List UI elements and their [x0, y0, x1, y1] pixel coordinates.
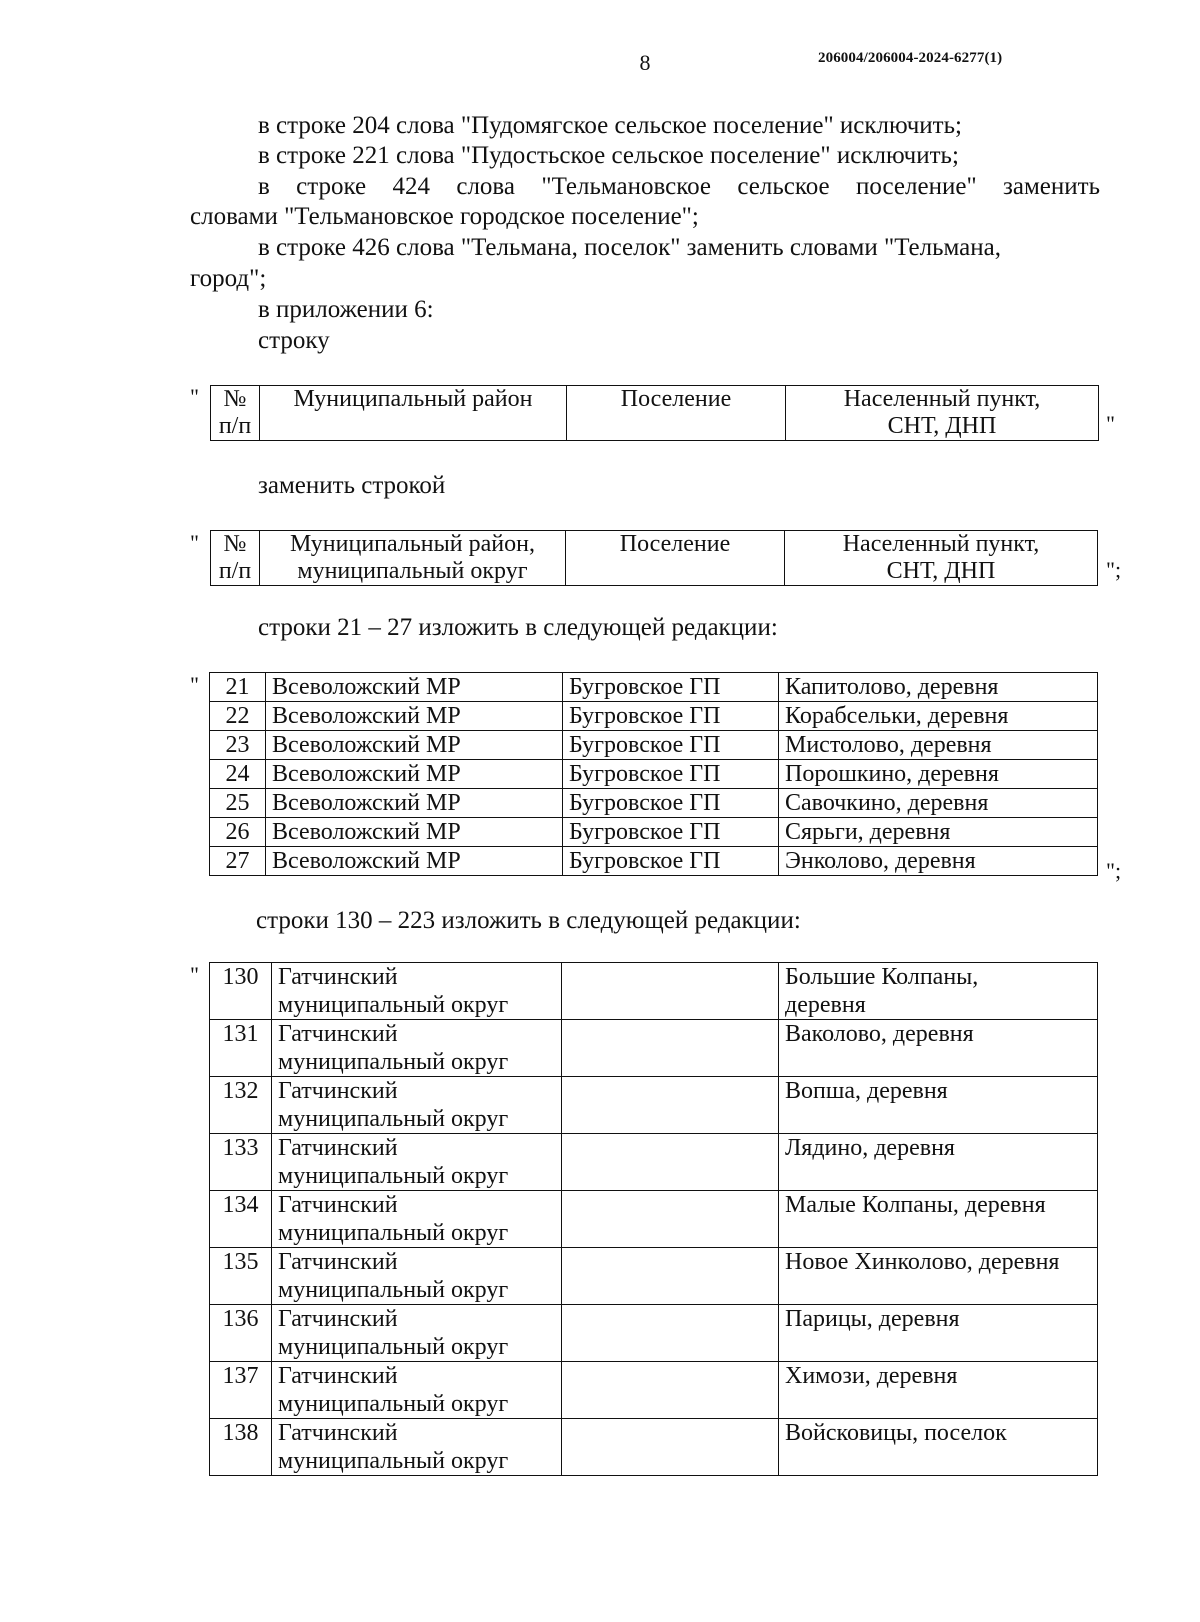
table-cell-settlement [562, 1419, 779, 1476]
table-cell-locality [779, 963, 1098, 1020]
paragraph: в строке 426 слова "Тельмана, поселок" заменить словами "Тельмана, [258, 234, 1001, 261]
table-cell-locality: Капитолово, деревня [779, 673, 1098, 702]
table-cell-locality [779, 1020, 1098, 1077]
table-cell-locality [779, 1248, 1098, 1305]
cell-text: Химози, деревня [785, 1363, 958, 1389]
cell-text: Гатчинский [278, 1078, 398, 1104]
document-id: 206004/206004-2024-6277(1) [818, 50, 1003, 66]
table-cell-num: 137 [210, 1362, 272, 1419]
table-cell-district [272, 1248, 562, 1305]
table-cell-locality [779, 1134, 1098, 1191]
table-cell-district: Всеволожский МР [266, 818, 563, 847]
table-cell-locality: Порошкино, деревня [779, 760, 1098, 789]
paragraph: заменить строкой [258, 472, 446, 499]
cell-text: муниципальный округ [278, 1448, 509, 1474]
table-row [210, 1191, 1098, 1248]
table-cell-num: 134 [210, 1191, 272, 1248]
table-cell-district [272, 1134, 562, 1191]
cell-text: муниципальный округ [278, 1334, 509, 1360]
table-cell-district [272, 1305, 562, 1362]
table-cell-locality [779, 1419, 1098, 1476]
table-cell: Муниципальный район [260, 386, 567, 441]
table-row [210, 1134, 1098, 1191]
cell-text: Ваколово, деревня [785, 1021, 974, 1047]
table-cell-district: Всеволожский МР [266, 702, 563, 731]
open-quote: " [190, 384, 199, 409]
table-cell [211, 386, 260, 441]
table-row [210, 1077, 1098, 1134]
table-cell-district: Всеволожский МР [266, 760, 563, 789]
table-row [210, 963, 1098, 1020]
table-row [210, 1248, 1098, 1305]
table-row [210, 847, 1098, 876]
paragraph: в строке 424 слова "Тельмановское сельское поселение" заменить [258, 173, 1100, 200]
table-row [211, 386, 1099, 441]
table-cell-settlement: Бугровское ГП [563, 673, 779, 702]
paragraph: строки 130 – 223 изложить в следующей редакции: [256, 907, 801, 934]
table-cell-settlement [562, 1362, 779, 1419]
close-quote-semicolon: "; [1106, 858, 1122, 883]
table-cell-num: 136 [210, 1305, 272, 1362]
table-cell-num: 133 [210, 1134, 272, 1191]
table-row [210, 673, 1098, 702]
table-cell-district: Всеволожский МР [266, 847, 563, 876]
cell-text: муниципальный округ [278, 1049, 509, 1075]
cell-text: Большие Колпаны, [785, 964, 979, 990]
table-cell-num: 25 [210, 789, 266, 818]
old-header-table [210, 385, 1099, 441]
table-row [210, 1305, 1098, 1362]
cell-text: Гатчинский [278, 1420, 398, 1446]
table-cell [211, 531, 260, 586]
table-cell-district: Всеволожский МР [266, 731, 563, 760]
cell-text: Парицы, деревня [785, 1306, 960, 1332]
close-quote-semicolon: "; [1106, 557, 1122, 582]
cell-text: муниципальный округ [278, 1106, 509, 1132]
table-cell-settlement: Бугровское ГП [563, 847, 779, 876]
cell-text: муниципальный округ [278, 1220, 509, 1246]
paragraph: строки 21 – 27 изложить в следующей редакции: [258, 614, 778, 641]
table-cell-num: 138 [210, 1419, 272, 1476]
table-row [210, 1362, 1098, 1419]
cell-text: Гатчинский [278, 1249, 398, 1275]
table-cell-locality [779, 1077, 1098, 1134]
open-quote: " [190, 962, 199, 987]
cell-text: Гатчинский [278, 1135, 398, 1161]
table-cell-settlement [562, 1134, 779, 1191]
page-number: 8 [639, 50, 651, 75]
cell-text: Гатчинский [278, 964, 398, 990]
cell-text: Войсковицы, поселок [785, 1420, 1007, 1446]
cell-text: СНТ, ДНП [887, 413, 997, 439]
table-cell: Поселение [567, 386, 786, 441]
table-row [210, 731, 1098, 760]
table-cell-district [272, 1191, 562, 1248]
rows-21-27-table [209, 672, 1098, 876]
paragraph: строку [258, 327, 330, 354]
table-cell-num: 26 [210, 818, 266, 847]
table-cell-locality: Энколово, деревня [779, 847, 1098, 876]
cell-text: муниципальный округ [297, 558, 528, 584]
table-cell-locality [779, 1362, 1098, 1419]
table-row [210, 1419, 1098, 1476]
table-cell-district [272, 963, 562, 1020]
cell-text: Населенный пункт, [843, 386, 1041, 412]
open-quote: " [190, 530, 199, 555]
table-cell-locality: Сярьги, деревня [779, 818, 1098, 847]
cell-text: № [223, 386, 247, 412]
cell-text: Гатчинский [278, 1192, 398, 1218]
table-row [211, 531, 1098, 586]
table-row [210, 789, 1098, 818]
table-cell-locality [779, 1305, 1098, 1362]
cell-text: СНТ, ДНП [886, 558, 996, 584]
cell-text: Лядино, деревня [785, 1135, 955, 1161]
table-cell-district: Всеволожский МР [266, 789, 563, 818]
table-cell-settlement: Бугровское ГП [563, 818, 779, 847]
paragraph: словами "Тельмановское городское поселение"; [190, 203, 699, 230]
table-cell-num: 27 [210, 847, 266, 876]
cell-text: Гатчинский [278, 1306, 398, 1332]
rows-130-138-table [209, 962, 1098, 1476]
table-cell-locality [779, 1191, 1098, 1248]
cell-text: муниципальный округ [278, 1163, 509, 1189]
table-cell-num: 24 [210, 760, 266, 789]
cell-text: Населенный пункт, [842, 531, 1040, 557]
table-cell-num: 132 [210, 1077, 272, 1134]
table-cell-settlement [562, 1248, 779, 1305]
cell-text: п/п [218, 558, 252, 584]
cell-text: деревня [785, 992, 866, 1018]
table-cell-num: 130 [210, 963, 272, 1020]
table-cell-settlement [562, 1191, 779, 1248]
table-cell-num: 131 [210, 1020, 272, 1077]
cell-text: Муниципальный район, [290, 531, 535, 557]
table-cell-settlement [562, 1020, 779, 1077]
table-cell-district [272, 1419, 562, 1476]
cell-text: Гатчинский [278, 1021, 398, 1047]
table-cell-settlement: Бугровское ГП [563, 702, 779, 731]
cell-text: Малые Колпаны, деревня [785, 1192, 1046, 1218]
cell-text: муниципальный округ [278, 1277, 509, 1303]
table-cell-num: 135 [210, 1248, 272, 1305]
table-cell-locality: Корабсельки, деревня [779, 702, 1098, 731]
table-cell-locality: Мистолово, деревня [779, 731, 1098, 760]
table-cell-settlement: Бугровское ГП [563, 731, 779, 760]
paragraph: город"; [190, 265, 267, 292]
table-cell-settlement [562, 1305, 779, 1362]
table-row [210, 1020, 1098, 1077]
cell-text: № [223, 531, 247, 557]
table-cell-num: 21 [210, 673, 266, 702]
table-cell-settlement [562, 963, 779, 1020]
cell-text: муниципальный округ [278, 992, 509, 1018]
table-cell-settlement: Бугровское ГП [563, 789, 779, 818]
table-cell-num: 22 [210, 702, 266, 731]
table-row [210, 702, 1098, 731]
new-header-table [210, 530, 1098, 586]
paragraph: в приложении 6: [258, 296, 434, 323]
paragraph: в строке 221 слова "Пудостьское сельское поселение" исключить; [258, 142, 959, 169]
cell-text: п/п [218, 413, 252, 439]
table-row [210, 818, 1098, 847]
table-row [210, 760, 1098, 789]
cell-text: муниципальный округ [278, 1391, 509, 1417]
table-cell-district [272, 1020, 562, 1077]
close-quote: " [1106, 411, 1115, 436]
table-cell [786, 386, 1099, 441]
table-cell [785, 531, 1098, 586]
table-cell-district: Всеволожский МР [266, 673, 563, 702]
table-cell-district [272, 1362, 562, 1419]
table-cell: Поселение [566, 531, 785, 586]
table-cell-settlement [562, 1077, 779, 1134]
table-cell [260, 531, 566, 586]
paragraph: в строке 204 слова "Пудомягское сельское поселение" исключить; [258, 112, 962, 139]
table-cell-district [272, 1077, 562, 1134]
table-cell-locality: Савочкино, деревня [779, 789, 1098, 818]
cell-text: Гатчинский [278, 1363, 398, 1389]
table-cell-settlement: Бугровское ГП [563, 760, 779, 789]
cell-text: Вопша, деревня [785, 1078, 948, 1104]
cell-text: Новое Хинколово, деревня [785, 1249, 1060, 1275]
table-cell-num: 23 [210, 731, 266, 760]
open-quote: " [190, 672, 199, 697]
